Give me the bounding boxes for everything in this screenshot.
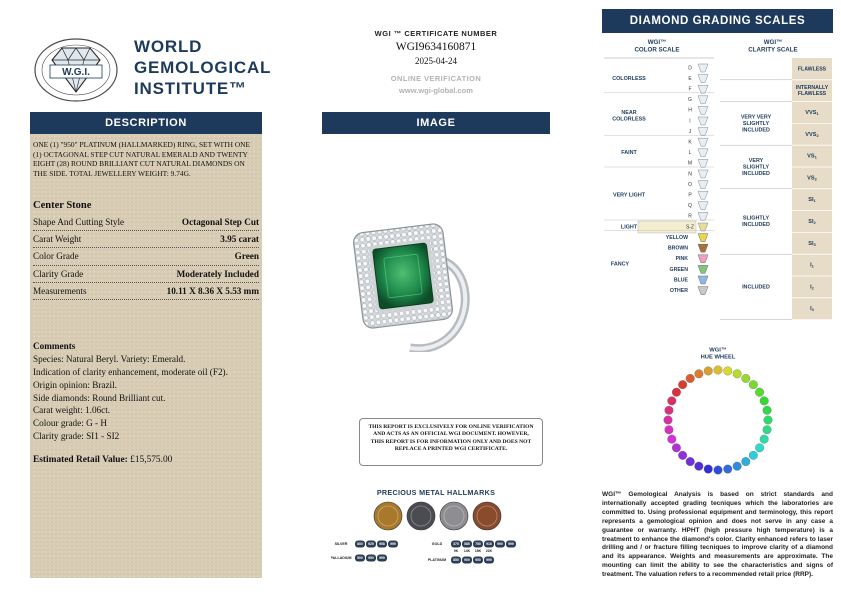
hue-swatch — [695, 462, 704, 471]
logo-line-3: INSTITUTE™ — [134, 79, 247, 98]
comments-section — [33, 340, 259, 442]
color-diamond-icon — [698, 106, 708, 114]
seal-text: W.G.I. — [62, 67, 90, 78]
hue-swatch — [704, 367, 713, 376]
hallmark-karat-label: 9K — [453, 548, 459, 553]
spec-label: Clarity Grade — [33, 268, 84, 279]
color-diamond-icon — [698, 75, 708, 83]
hallmark-chip-value: 925 — [368, 541, 374, 546]
clarity-grade-label: $VVS_2$ — [805, 131, 819, 138]
spec-value: Octagonal Step Cut — [181, 216, 259, 227]
logo-line-2: GEMOLOGICAL — [134, 58, 272, 77]
clarity-grade-label: $SI_3$ — [808, 240, 816, 247]
color-grade-letter: J — [688, 128, 692, 135]
clarity-grade-subscript: 2 — [811, 285, 814, 291]
hue-swatch — [755, 443, 764, 452]
hue-swatch — [664, 416, 673, 425]
hue-swatch — [763, 425, 772, 434]
spec-label: Shape And Cutting Style — [33, 216, 125, 227]
color-grade-letter: H — [688, 107, 692, 114]
fancy-diamond-icon — [698, 276, 708, 284]
clarity-grade-label: $VS_2$ — [807, 175, 817, 182]
online-verification-label: ONLINE VERIFICATION — [390, 74, 482, 83]
color-grade-letter: M — [687, 160, 693, 167]
description-text: ONE (1) "950" PLATINUM (HALLMARKED) RING, SET WITH ONE (1) OCTAGONAL STEP CUT NATURAL EMERALD AND TWENTY EIGHT (28) ROUND BRILLIANT CUT NATURAL DIAMONDS ON THE SIDE. TOTAL JEWELLERY WEIGHT: 9.74G. — [33, 140, 250, 178]
hallmark-chip-value: 950 — [475, 557, 481, 562]
clarity-group-label: SLIGHTLY — [742, 164, 770, 171]
center-stone-title: Center Stone — [33, 200, 92, 212]
hallmark-metal-label: SILVER — [334, 541, 348, 546]
hue-swatch — [665, 425, 674, 434]
clarity-group-label: INCLUDED — [742, 170, 770, 177]
hallmark-metal-label: PLATINUM — [427, 557, 447, 562]
color-group-label: COLORLESS — [612, 76, 646, 83]
hallmark-chip-value: 999 — [486, 557, 492, 562]
comment-line: Species: Natural Beryl. Variety: Emerald. — [33, 354, 186, 365]
hallmark-metal-label: PALLADIUM — [331, 555, 352, 560]
fancy-color-label: GREEN — [669, 266, 688, 273]
color-diamond-icon — [698, 159, 708, 167]
clarity-grade-label: $SI_2$ — [808, 218, 816, 226]
hue-swatch — [723, 367, 732, 376]
color-diamond-icon — [698, 202, 708, 210]
color-group-label: NEAR — [621, 109, 637, 116]
clarity-grade-subscript: 1 — [816, 111, 819, 117]
comment-line: Side diamonds: Round Brilliant cut. — [33, 392, 166, 403]
clarity-grade-label: $I_3$ — [810, 306, 814, 313]
color-diamond-icon — [698, 191, 708, 199]
fancy-color-label: OTHER — [669, 287, 688, 294]
clarity-group-label: VERY — [748, 157, 764, 164]
hue-swatch — [686, 457, 695, 466]
fancy-diamond-icon — [698, 265, 708, 273]
clarity-group-label: SLIGHTLY — [742, 120, 770, 127]
comment-line: Indication of clarity enhancement, moderate oil (F2). — [33, 366, 228, 377]
clarity-grade-label: $VVS_1$ — [805, 109, 819, 117]
hue-wheel — [650, 342, 786, 478]
hallmark-chip-value: 999 — [379, 555, 385, 560]
hallmark-chip-value: 750 — [475, 541, 481, 546]
hue-swatch — [668, 435, 677, 444]
spec-row — [33, 283, 259, 300]
grading-scales-heading: DIAMOND GRADING SCALES — [602, 9, 833, 33]
color-diamond-icon — [698, 64, 708, 72]
color-grade-letter: D — [688, 65, 692, 72]
fancy-label: FANCY — [610, 261, 630, 268]
hue-swatch — [741, 374, 750, 383]
clarity-grade-label: INTERNALLY — [795, 84, 829, 91]
color-diamond-icon — [698, 117, 708, 125]
online-verification-link[interactable]: www.wgi-global.com — [399, 86, 473, 95]
certificate-label: WGI ™ CERTIFICATE NUMBER — [374, 29, 498, 38]
color-grade-letter: R — [688, 213, 692, 220]
hallmark-metal-label: GOLD — [431, 541, 443, 546]
hue-swatch — [733, 370, 742, 379]
color-diamond-icon — [698, 170, 708, 178]
color-grade-letter: S-Z — [685, 224, 695, 231]
hue-swatch — [695, 370, 704, 379]
certificate-number: WGI9634160871 — [395, 41, 477, 53]
clarity-group-label: INCLUDED — [742, 284, 770, 291]
hallmarks-graphic — [331, 500, 541, 574]
fancy-color-label: BROWN — [667, 245, 688, 252]
color-diamond-icon — [698, 96, 708, 104]
clarity-scale-title: WGI™ — [763, 38, 783, 46]
hue-swatch — [733, 462, 742, 471]
hallmark-chip-value: 958 — [379, 541, 385, 546]
fancy-color-label: YELLOW — [665, 234, 688, 241]
clarity-grade-subscript: 2 — [813, 220, 816, 226]
hallmark-chip-value: 585 — [464, 541, 470, 546]
certificate-date: 2025-04-24 — [415, 56, 457, 66]
spec-row — [33, 231, 259, 248]
clarity-grade-subscript: 1 — [811, 263, 814, 269]
hallmark-karat-label: 14K — [463, 548, 471, 553]
comment-line: Colour grade: G - H — [33, 418, 107, 429]
clarity-group-label: VERY VERY — [740, 114, 772, 121]
hallmark-chip-value: 950 — [368, 555, 374, 560]
hue-swatch — [723, 465, 732, 474]
color-group-label: VERY LIGHT — [612, 192, 646, 199]
diamond-seal-icon — [30, 30, 130, 106]
ring-photo — [352, 220, 482, 352]
institute-name — [134, 36, 271, 99]
clarity-grade-label: $SI_1$ — [808, 197, 816, 204]
spec-label: Color Grade — [33, 251, 79, 262]
clarity-grade-subscript: 3 — [813, 241, 816, 247]
fancy-diamond-icon — [698, 255, 708, 263]
clarity-group-label: SLIGHTLY — [742, 215, 770, 222]
color-grade-letter: N — [688, 171, 692, 178]
hue-swatch — [764, 416, 773, 425]
retail-value — [33, 455, 259, 465]
color-diamond-icon — [698, 212, 708, 220]
clarity-grade-label: $VS_1$ — [807, 153, 817, 160]
hue-swatch — [714, 366, 723, 375]
color-grade-letter: L — [688, 150, 692, 157]
clarity-grade-subscript: 3 — [811, 307, 814, 313]
color-diamond-icon — [698, 128, 708, 136]
spec-label: Measurements — [33, 286, 87, 297]
color-diamond-icon — [698, 223, 708, 231]
spec-value: 10.11 X 8.36 X 5.53 mm — [166, 286, 259, 297]
grading-scales-chart — [602, 36, 833, 326]
fancy-color-label: PINK — [675, 256, 688, 263]
comments-title: Comments — [33, 341, 76, 352]
spec-value: Green — [234, 251, 259, 262]
color-scale-title: COLOR SCALE — [634, 46, 680, 54]
hue-wheel-title: HUE WHEEL — [700, 354, 736, 361]
comment-line: Carat weight: 1.06ct. — [33, 405, 111, 416]
clarity-grade-label: $I_1$ — [810, 262, 814, 269]
fancy-color-label: BLUE — [673, 277, 688, 284]
clarity-scale-title: CLARITY SCALE — [748, 46, 798, 54]
hallmark-chip-value: 990 — [497, 541, 503, 546]
color-diamond-icon — [698, 138, 708, 146]
spec-row — [33, 266, 259, 283]
hue-swatch — [741, 457, 750, 466]
color-diamond-icon — [698, 85, 708, 93]
spec-row — [33, 213, 259, 230]
hue-swatch — [760, 435, 769, 444]
clarity-grade-subscript: 2 — [816, 132, 819, 138]
clarity-group-label: INCLUDED — [742, 127, 770, 134]
retail-label: Estimated Retail Value: — [33, 454, 128, 465]
hallmark-chip-value: 999 — [508, 541, 514, 546]
color-grade-letter: K — [688, 139, 692, 146]
retail-amount: £15,575.00 — [130, 454, 173, 465]
hue-swatch — [686, 374, 695, 383]
comment-line: Origin opinion: Brazil. — [33, 379, 117, 390]
hallmark-karat-label: 22K — [485, 548, 493, 553]
color-group-label: COLORLESS — [612, 116, 646, 123]
spec-label: Carat Weight — [33, 233, 82, 244]
clarity-group-label: INCLUDED — [742, 222, 770, 229]
color-grade-letter: E — [688, 75, 692, 82]
hallmark-chip-value: 850 — [453, 557, 459, 562]
hallmark-karat-label: 18K — [474, 548, 482, 553]
color-grade-letter: I — [689, 118, 691, 125]
color-grade-letter: Q — [688, 203, 692, 210]
hallmark-chip-value: 800 — [357, 541, 363, 546]
hallmark-chip-value: 916 — [486, 541, 492, 546]
color-grade-letter: O — [688, 181, 692, 188]
center-stone-specs — [33, 213, 259, 300]
image-heading: IMAGE — [322, 112, 550, 134]
hue-swatch — [665, 406, 674, 415]
color-group-label: FAINT — [621, 150, 637, 157]
spec-row — [33, 248, 259, 265]
spec-value: 3.95 carat — [220, 233, 259, 244]
hue-swatch — [704, 465, 713, 474]
hue-swatch — [749, 380, 758, 389]
fancy-diamond-icon — [698, 244, 708, 252]
hue-swatch — [672, 388, 681, 397]
clarity-grade-label: FLAWLESS — [797, 66, 827, 73]
hue-swatch — [668, 397, 677, 406]
hallmarks-title: PRECIOUS METAL HALLMARKS — [376, 488, 496, 497]
hue-swatch — [763, 406, 772, 415]
hue-swatch — [755, 388, 764, 397]
hue-swatch — [714, 466, 723, 475]
hallmark-chip-value: 500 — [357, 555, 363, 560]
hue-swatch — [678, 451, 687, 460]
hue-wheel-title: WGI™ — [709, 347, 727, 354]
fancy-diamond-icon — [698, 234, 708, 242]
clarity-grade-label: FLAWLESS — [797, 91, 827, 98]
spec-value: Moderately Included — [176, 268, 259, 279]
hue-swatch — [749, 451, 758, 460]
hallmark-chip-value: 900 — [464, 557, 470, 562]
clarity-grade-subscript: 1 — [814, 154, 817, 160]
color-diamond-icon — [698, 181, 708, 189]
wgi-logo — [30, 30, 270, 106]
clarity-grade-label: $I_2$ — [810, 284, 814, 291]
description-heading: DESCRIPTION — [30, 112, 262, 134]
fancy-diamond-icon — [698, 287, 708, 295]
clarity-grade-subscript: 1 — [813, 198, 816, 204]
logo-line-1: WORLD — [134, 37, 203, 56]
hue-swatch — [760, 397, 769, 406]
color-diamond-icon — [698, 149, 708, 157]
color-scale-title: WGI™ — [647, 38, 667, 46]
color-grade-letter: F — [688, 86, 692, 93]
description-panel — [30, 112, 262, 578]
comment-line: Clarity grade: SI1 - SI2 — [33, 430, 120, 441]
hue-swatch — [672, 443, 681, 452]
color-grade-letter: G — [688, 97, 692, 104]
color-grade-letter: P — [688, 192, 692, 199]
hallmark-chip-value: 375 — [453, 541, 459, 546]
hallmark-chip-value: 999 — [390, 541, 396, 546]
hue-swatch — [678, 380, 687, 389]
color-group-label: LIGHT — [620, 224, 638, 231]
online-notice: THIS REPORT IS EXCLUSIVELY FOR ONLINE VERIFICATION AND ACTS AS AN OFFICIAL WGI DOCUMENT. HOWEVER, THIS REPORT IS FOR INFORMATION ONLY AND DOES NOT REPLACE A PRINTED WGI CERTIFICATE. — [359, 418, 543, 466]
disclaimer-text: WGI™ Gemological Analysis is based on strict standards and internationally accepted grading tecniques which the laboratories are committed to. Using professional equipment and terminology, this report represents a gemological opinion and does not serve in any case a guarantee or warranty. HPHT (high pressure high temperature) is a treatment to enhance the diamond's color. Clarity enhanced refers to laser drilling and / or fracture filling tecniques to improve clarity of a diamond and its appearance. Weights and measurements are approximate. The mounting can limit the ability to see the characteristics and signs of treatment. The valuation refers to a recommended retail price (RRP). — [602, 491, 833, 579]
clarity-grade-subscript: 2 — [814, 176, 817, 182]
